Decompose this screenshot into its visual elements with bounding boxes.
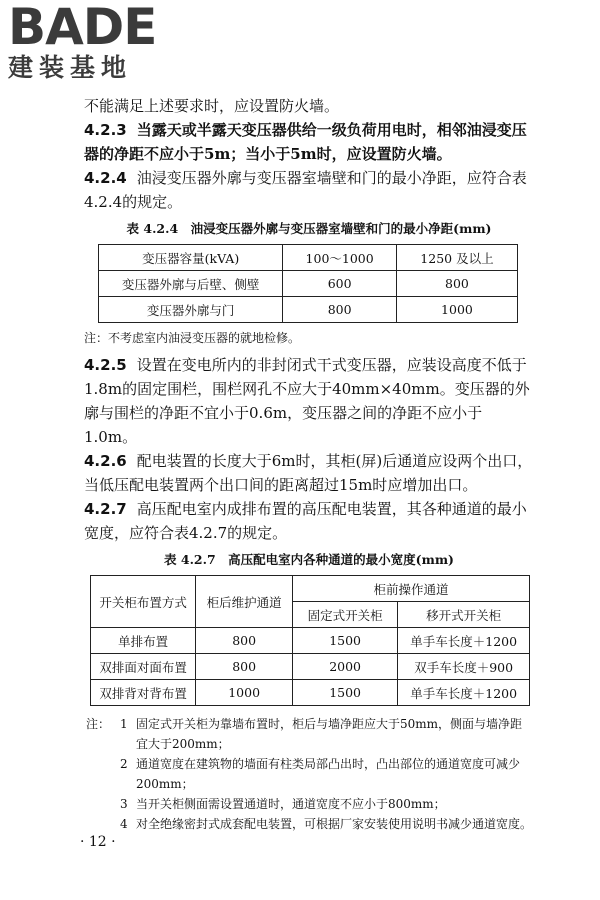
table-cell: 800 — [196, 654, 293, 680]
table-row — [99, 297, 518, 323]
table-cell: 100～1000 — [283, 245, 397, 271]
table-4-2-7-notes — [84, 714, 534, 834]
table-cell: 固定式开关柜 — [292, 602, 397, 628]
note-item — [84, 814, 534, 834]
logo-subtitle: 建装基地 — [8, 53, 133, 82]
logo-brand: BADE — [8, 0, 157, 56]
note-text: 对全绝缘密封式成套配电装置，可根据厂家安装使用说明书减少通道宽度。 — [136, 817, 533, 831]
table-cell: 柜后维护通道 — [196, 576, 293, 628]
page-content — [84, 94, 534, 834]
table-cell: 600 — [283, 271, 397, 297]
table-cell: 单手车长度＋1200 — [398, 680, 530, 706]
continuation-text: 不能满足上述要求时，应设置防火墙。 — [84, 97, 340, 115]
table-4-2-4-note: 注：不考虑室内油浸变压器的就地检修。 — [84, 331, 301, 345]
table-4-2-4 — [98, 244, 518, 323]
note-number: 1 — [120, 717, 128, 731]
table-cell: 变压器外廓与门 — [99, 297, 283, 323]
note-item — [84, 794, 534, 814]
clause-4-2-7: 4.2.7 高压配电室内成排布置的高压配电装置，其各种通道的最小宽度，应符合表4.2.7的规定。 — [84, 500, 527, 542]
clause-4-2-3: 4.2.3 当露天或半露天变压器供给一级负荷用电时，相邻油浸变压器的净距不应小于5m；当小于5m时，应设置防火墙。 — [84, 121, 527, 163]
table-cell: 变压器容量(kVA) — [99, 245, 283, 271]
table-row — [91, 628, 530, 654]
table-cell: 开关柜布置方式 — [91, 576, 196, 628]
table-cell: 800 — [283, 297, 397, 323]
table-4-2-7 — [90, 575, 530, 706]
table-cell: 双排面对面布置 — [91, 654, 196, 680]
table-cell: 1000 — [396, 297, 517, 323]
table-cell: 单手车长度＋1200 — [398, 628, 530, 654]
table-cell: 1500 — [292, 680, 397, 706]
note-item — [84, 714, 534, 754]
table-4-2-7-caption: 表 4.2.7 高压配电室内各种通道的最小宽度(mm) — [164, 552, 454, 567]
table-cell: 移开式开关柜 — [398, 602, 530, 628]
note-number: 3 — [120, 797, 128, 811]
table-row — [99, 271, 518, 297]
table-cell: 柜前操作通道 — [292, 576, 529, 602]
notes-label: 注： — [85, 717, 110, 731]
bade-logo — [8, 0, 178, 90]
note-text: 通道宽度在建筑物的墙面有柱类局部凸出时，凸出部位的通道宽度可减少200mm； — [136, 757, 521, 791]
table-cell: 单排布置 — [91, 628, 196, 654]
clause-4-2-6: 4.2.6 配电装置的长度大于6m时，其柜(屏)后通道应设两个出口，当低压配电装置两个出口间的距离超过15m时应增加出口。 — [84, 452, 533, 494]
table-cell: 800 — [396, 271, 517, 297]
table-cell: 1250 及以上 — [396, 245, 517, 271]
table-row — [91, 680, 530, 706]
table-4-2-4-caption: 表 4.2.4 油浸变压器外廓与变压器室墙壁和门的最小净距(mm) — [126, 221, 492, 236]
table-row — [91, 654, 530, 680]
table-cell: 2000 — [292, 654, 397, 680]
clause-4-2-4: 4.2.4 油浸变压器外廓与变压器室墙壁和门的最小净距，应符合表4.2.4的规定。 — [84, 169, 527, 211]
page-number: · 12 · — [80, 834, 116, 850]
table-header-row — [91, 576, 530, 602]
table-cell: 800 — [196, 628, 293, 654]
note-number: 4 — [120, 817, 128, 831]
table-cell: 双排背对背布置 — [91, 680, 196, 706]
table-cell: 1000 — [196, 680, 293, 706]
table-header-row — [99, 245, 518, 271]
clause-4-2-5: 4.2.5 设置在变电所内的非封闭式干式变压器，应装设高度不低于1.8m的固定围栏，围栏网孔不应大于40mm×40mm。变压器的外廓与围栏的净距不宜小于0.6m，变压器之间的净距不应小于1.0m。 — [84, 356, 530, 446]
note-item — [84, 754, 534, 794]
note-text: 当开关柜侧面需设置通道时，通道宽度不应小于800mm； — [136, 797, 446, 811]
table-cell: 变压器外廓与后壁、侧壁 — [99, 271, 283, 297]
table-cell: 双手车长度＋900 — [398, 654, 530, 680]
note-text: 固定式开关柜为靠墙布置时，柜后与墙净距应大于50mm，侧面与墙净距宜大于200mm； — [136, 717, 523, 751]
note-number: 2 — [120, 757, 128, 771]
table-cell: 1500 — [292, 628, 397, 654]
